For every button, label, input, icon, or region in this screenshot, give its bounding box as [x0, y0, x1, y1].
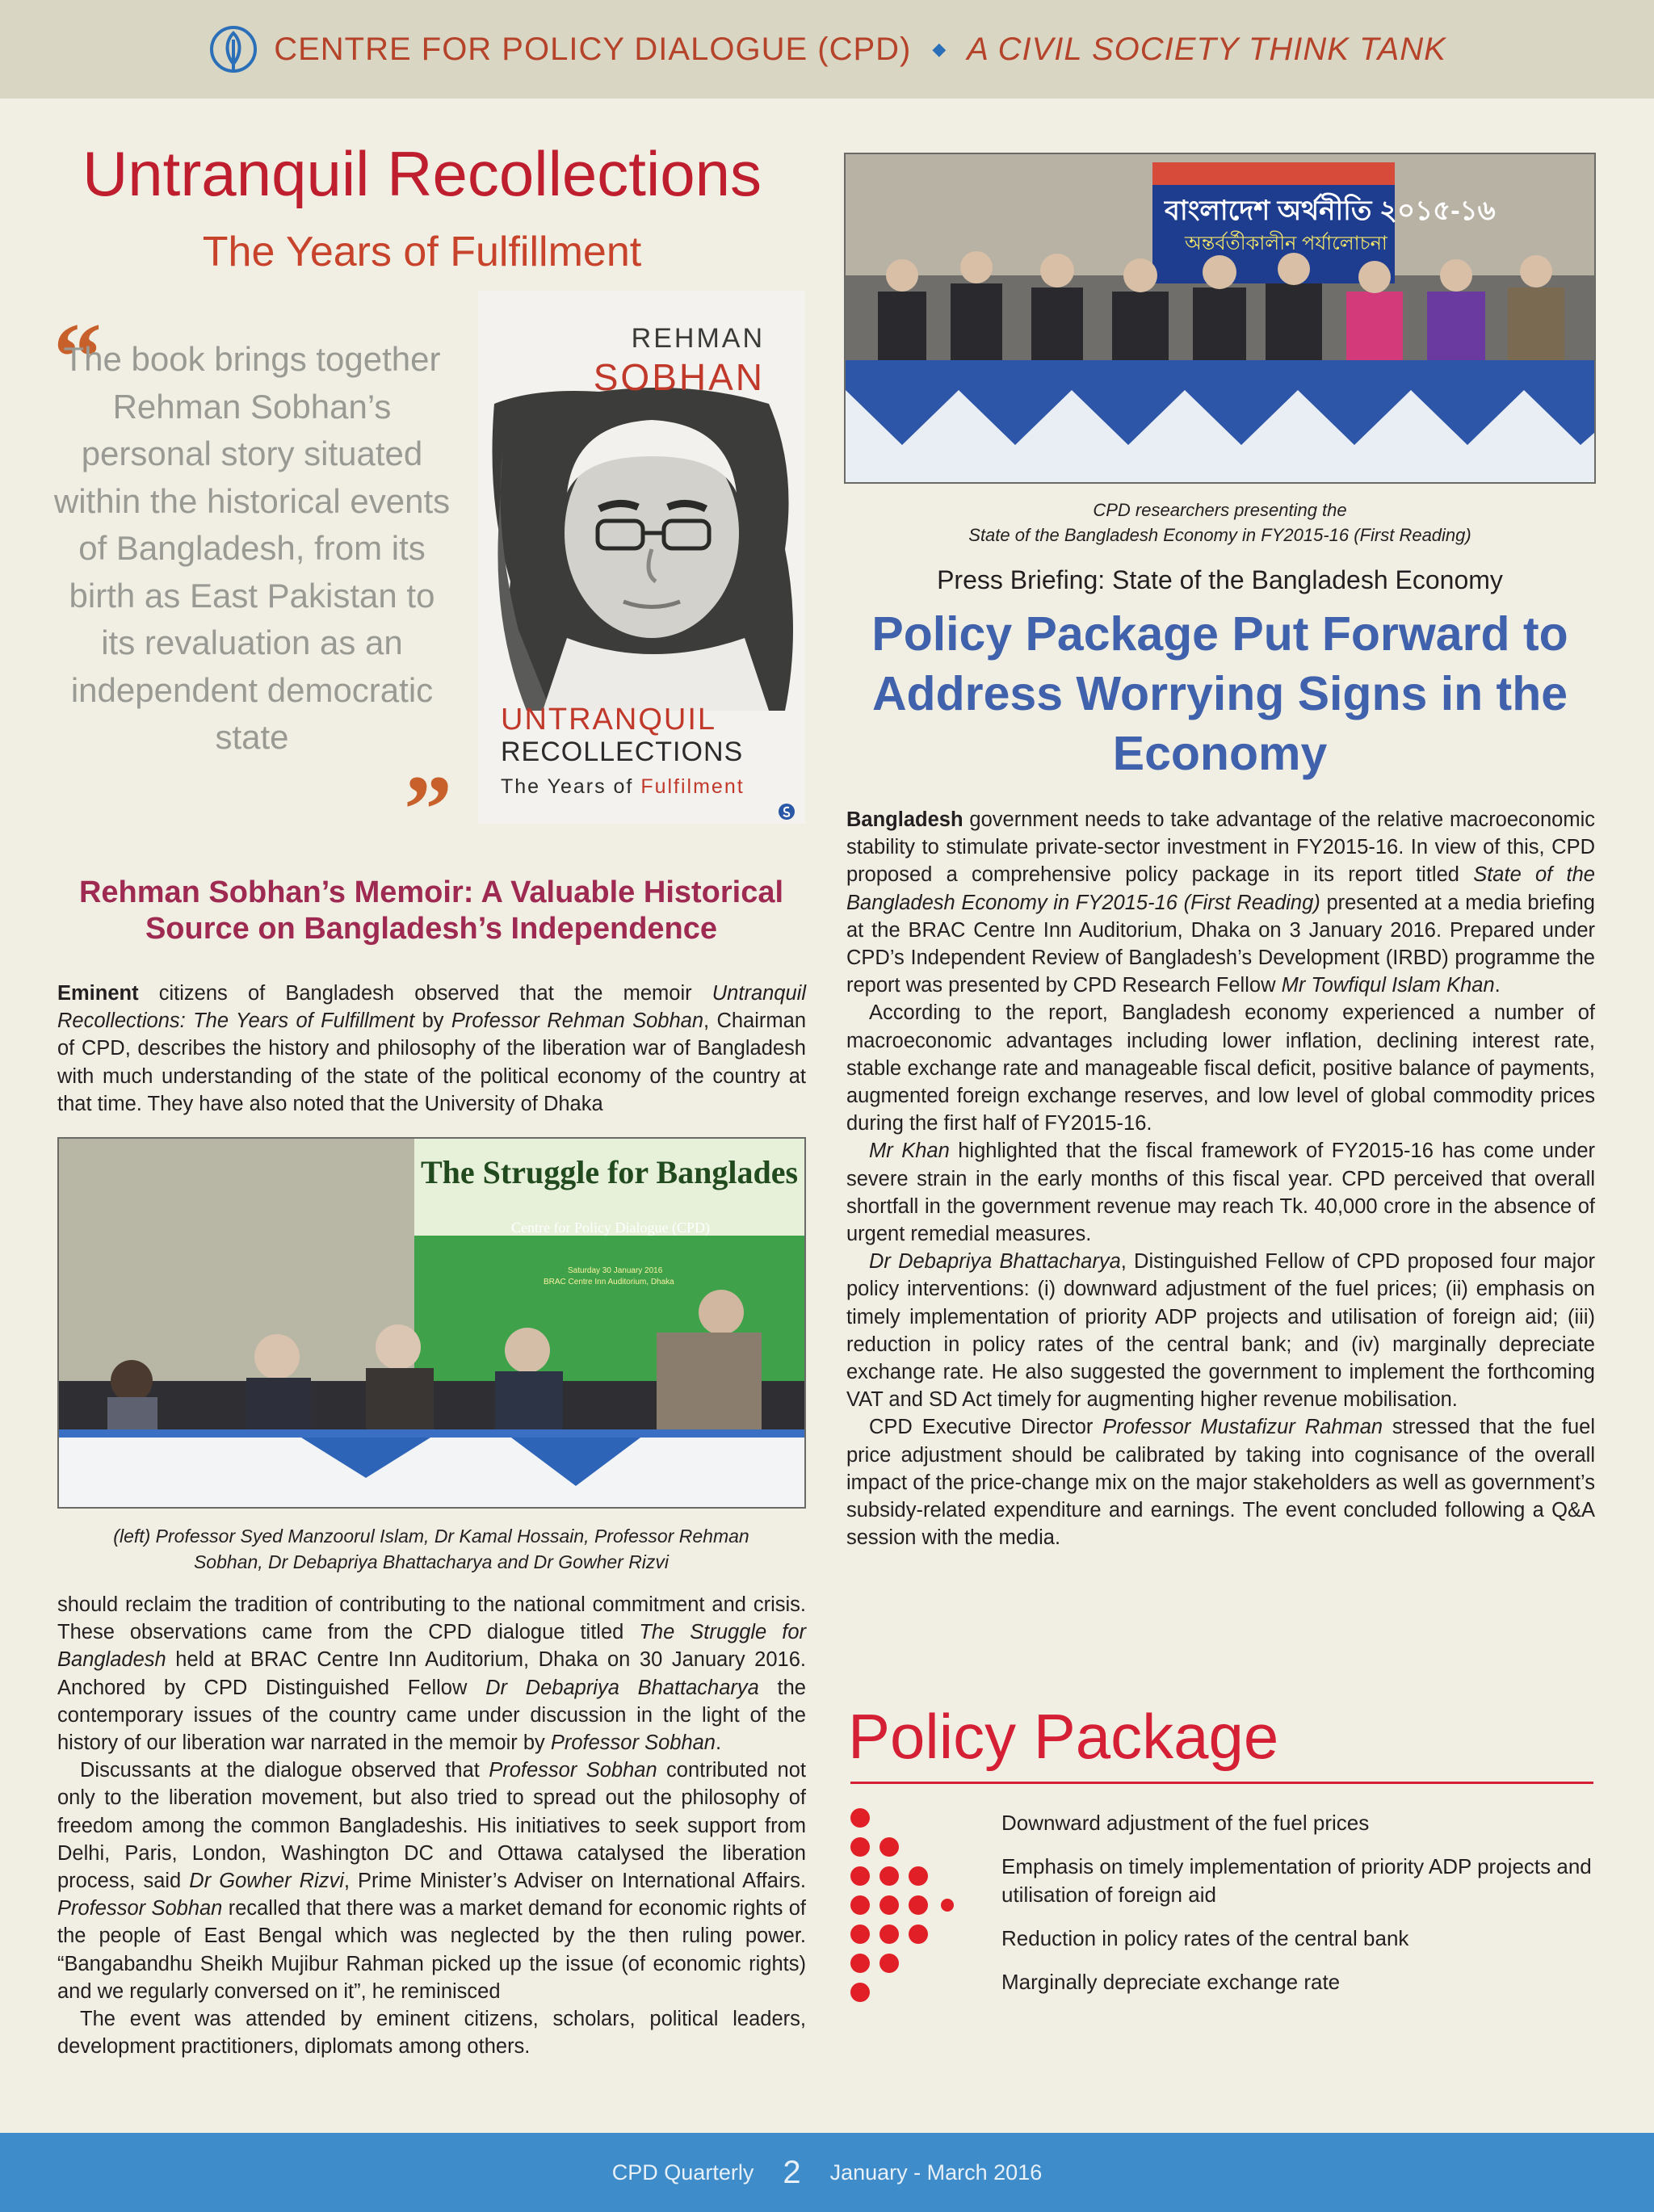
economy-paragraph-4	[846, 1248, 1595, 1413]
text-run: Eminent	[57, 982, 139, 1005]
text-run: citizens of Bangladesh observed that the memoir	[138, 982, 712, 1005]
press-briefing-photo	[844, 153, 1596, 484]
book-cover	[478, 291, 805, 824]
text-run: presented at a media briefing at the BRAC Centre Inn Auditorium, Dhaka on 3 January 2016. Prepared under CPD’s Independent Review of Bangladesh’s Development (IRBD) programme the report was presented by CPD Research Fellow	[846, 891, 1595, 997]
text-run: .	[715, 1731, 722, 1755]
policy-item: Downward adjustment of the fuel prices	[1001, 1811, 1370, 1835]
text-run: held at BRAC Centre Inn Auditorium, Dhaka on 30 January 2016. Anchored by CPD Distinguished Fellow	[57, 1648, 806, 1699]
press-photo-caption	[844, 497, 1596, 548]
economy-headline: Policy Package Put Forward to Address Worrying Signs in the Economy	[871, 607, 1568, 780]
publication-name: CPD Quarterly	[611, 2160, 754, 2185]
policy-item: Emphasis on timely implementation of priority ADP projects and utilisation of foreign aid	[1001, 1854, 1592, 1907]
page-header	[0, 0, 1654, 99]
policy-package-list	[1001, 1809, 1599, 2012]
press-banner-line1: বাংলাদেশ অর্থনীতি ২০১৫-১৬	[1165, 195, 1496, 226]
memoir-paragraph-2	[57, 1757, 806, 2005]
text-run: , Distinguished Fellow of CPD proposed four major policy interventions: (i) downward adjustment of the fuel prices; (ii) emphasis on timely implementation of priority ADP projects and utilisation of foreign aid; (iii) reduction in policy rates of the central bank; and (iv) marginally depreciate exchange rate. He also suggested the government to implement the forthcoming VAT and SD Act timely for augmenting higher revenue mobilisation.	[846, 1250, 1596, 1412]
close-quote-icon: ”	[404, 755, 452, 863]
text-run: Discussants at the dialogue observed that	[80, 1759, 489, 1782]
policy-item: Reduction in policy rates of the central bank	[1001, 1926, 1409, 1950]
text-run: Dr Gowher Rizvi	[189, 1870, 344, 1893]
dialogue-banner-venue: BRAC Centre Inn Auditorium, Dhaka	[544, 1278, 674, 1286]
text-run: , Chairman of CPD, describes the history and philosophy of the liberation war of Bangladesh with much understanding of the state of the political economy of the country at that time. They have also noted that the University of Dhaka	[57, 1009, 807, 1115]
text-run: Professor Sobhan	[57, 1897, 223, 1920]
text-run: Dr Debapriya Bhattacharya	[869, 1250, 1121, 1274]
text-run: contributed not only to the liberation movement, but also tried to spread out the philosophy of freedom among the common Bangladeshis. His initiatives to seek support from Delhi, Paris, London, Washington DC and Ottawa catalysed the liberation process, said	[57, 1759, 806, 1893]
text-run: The event was attended by eminent citizens, scholars, political leaders, development practitioners, diplomats among others.	[57, 2008, 806, 2059]
press-photo-caption-line1: CPD researchers presenting the	[1093, 500, 1347, 520]
dialogue-photo-caption: (left) Professor Syed Manzoorul Islam, Dr Kamal Hossain, Professor Rehman Sobhan, Dr Debapriya Bhattacharya and Dr Gowher Rizvi	[113, 1526, 749, 1572]
org-name: CENTRE FOR POLICY DIALOGUE (CPD)	[274, 31, 912, 67]
text-run: stressed that the fuel price adjustment should be calibrated by taking into cognisance of the overall impact of the price-change mix on the major stakeholders as well as government’s subsidy-related expenditure and earnings. The event concluded following a Q&A session with the media.	[846, 1416, 1595, 1550]
dialogue-event-photo	[57, 1137, 806, 1509]
dialogue-photo-scene	[59, 1139, 804, 1507]
memoir-paragraph-3	[57, 2005, 806, 2060]
publisher-logo-icon	[778, 803, 796, 821]
text-run: According to the report, Bangladesh economy experienced a number of macroeconomic advantages including lower inflation, declining interest rate, stable exchange rate and manageable fiscal deficit, positive balance of payments, augmented foreign exchange reserves, and low level of global commodity prices during the first half of FY2015-16.	[846, 1001, 1595, 1135]
text-run: the contemporary issues of the country came under discussion in the light of the history of our liberation war narrated in the memoir by	[57, 1676, 806, 1755]
open-quote-icon: “	[53, 303, 102, 410]
memoir-body-text	[57, 1591, 806, 2060]
text-run: should reclaim the tradition of contributing to the national commitment and crisis. These observations came from the CPD dialogue titled	[57, 1593, 806, 1644]
text-run: Professor Rehman Sobhan	[451, 1009, 704, 1033]
dialogue-banner-date: Saturday 30 January 2016	[568, 1266, 663, 1275]
text-run: by	[414, 1009, 451, 1033]
dialogue-banner-title: The Struggle for Banglades	[421, 1154, 799, 1190]
policy-package-title: Policy Package	[848, 1701, 1279, 1772]
diamond-separator-icon: ◆	[932, 39, 947, 59]
memoir-intro-text	[57, 980, 806, 1118]
org-tagline: A CIVIL SOCIETY THINK TANK	[967, 31, 1446, 67]
page-footer	[0, 2133, 1654, 2212]
page-number: 2	[783, 2154, 801, 2190]
text-run: Dr Debapriya Bhattacharya	[485, 1676, 759, 1699]
economy-paragraph-1	[846, 806, 1595, 999]
cover-title-line2: RECOLLECTIONS	[501, 737, 744, 767]
text-run: State of the Bangladesh Economy in FY2015-16 (First Reading)	[846, 863, 1595, 914]
memoir-paragraph-1-continued	[57, 1591, 806, 1757]
memoir-headline: Rehman Sobhan’s Memoir: A Valuable Historical Source on Bangladesh’s Independence	[78, 875, 784, 946]
article-kicker: Press Briefing: State of the Bangladesh Economy	[937, 565, 1503, 594]
text-run: , Prime Minister’s Adviser on International Affairs.	[343, 1870, 806, 1893]
text-run: recalled that there was a market demand for economic rights of the people of East Bengal which was neglected by the then ruling power. “Bangabandhu Sheikh Mujibur Rahman picked up the issue (of economic rights) and we regularly conversed on it”, he reminisced	[57, 1897, 807, 2003]
press-banner-line2: অন্তর্বর্তীকালীন পর্যালোচনা	[1185, 233, 1387, 254]
memoir-paragraph-1	[57, 980, 806, 1118]
cover-author-last: SOBHAN	[593, 356, 765, 398]
text-run: Mr Khan	[869, 1140, 950, 1163]
text-run: Untranquil Recollections: The Years of Fulfillment	[57, 982, 806, 1033]
text-run: Mr Towfiqul Islam Khan	[1281, 974, 1495, 997]
text-run: Professor Sobhan	[550, 1731, 716, 1755]
press-photo-caption-line2: State of the Bangladesh Economy in FY2015-16 (First Reading)	[968, 525, 1471, 545]
text-run: CPD Executive Director	[869, 1416, 1103, 1439]
dialogue-banner-org: Centre for Policy Dialogue (CPD)	[511, 1219, 710, 1236]
text-run: government needs to take advantage of the relative macroeconomic stability to stimulate private-sector investment in FY2015-16. In view of this, CPD proposed a comprehensive policy package in its report titled	[846, 808, 1595, 887]
text-run: highlighted that the fiscal framework of FY2015-16 has come under severe strain in the early months of this fiscal year. CPD perceived that overall shortfall in the government revenue may reach Tk. 40,000 crore in the absence of urgent remedial measures.	[846, 1140, 1595, 1246]
policy-item: Marginally depreciate exchange rate	[1001, 1970, 1341, 1994]
economy-paragraph-3	[846, 1137, 1595, 1248]
cover-author-first: REHMAN	[631, 323, 765, 354]
text-run: The Struggle for Bangladesh	[57, 1621, 806, 1672]
text-run: Professor Sobhan	[489, 1759, 657, 1782]
cover-title-line1: UNTRANQUIL	[501, 703, 717, 737]
book-title: Untranquil Recollections	[82, 138, 762, 209]
dot-arrow-icon	[850, 1807, 955, 2009]
economy-body-text	[846, 806, 1595, 1551]
cpd-logo-icon	[208, 23, 259, 75]
pull-quote: The book brings together Rehman Sobhan’s personal story situated within the historical events of Bangladesh, from its birth as East Pakistan to its revaluation as an independent democratic state	[53, 340, 451, 756]
economy-paragraph-5	[846, 1413, 1595, 1551]
book-subtitle: The Years of Fulfillment	[202, 229, 642, 275]
issue-date: January - March 2016	[829, 2160, 1043, 2185]
cover-subtitle: The Years of Fulfilment	[501, 775, 745, 798]
economy-paragraph-2	[846, 999, 1595, 1137]
text-run: Bangladesh	[846, 808, 963, 831]
text-run: .	[1494, 974, 1501, 997]
text-run: Professor Mustafizur Rahman	[1102, 1416, 1383, 1439]
policy-package-rule	[850, 1782, 1593, 1784]
